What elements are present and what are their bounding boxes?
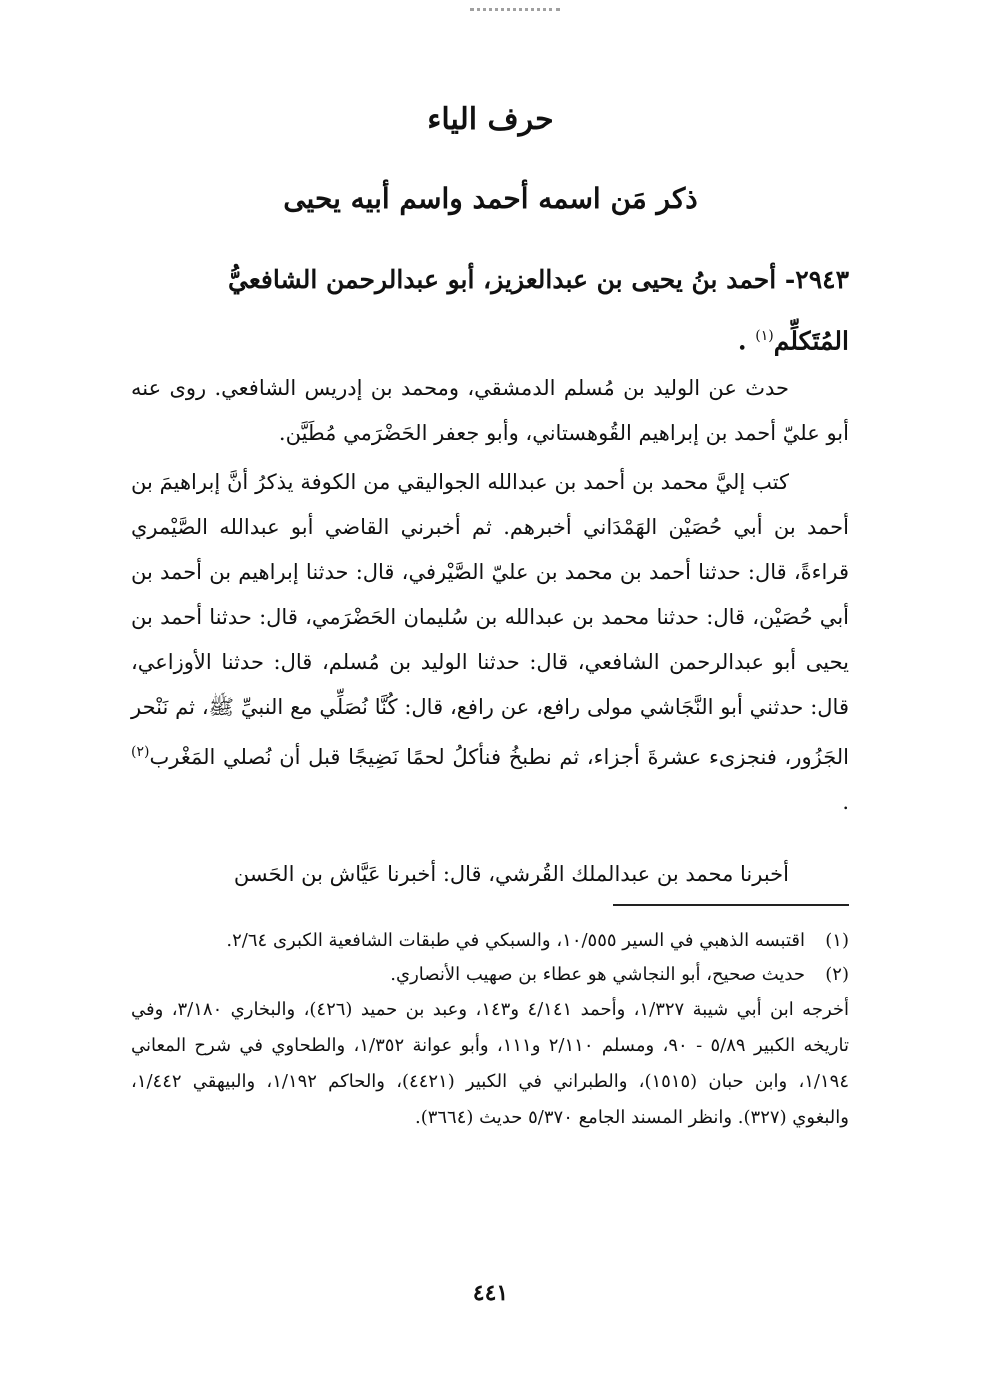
hadith-end: .	[842, 790, 849, 814]
page-number: ٤٤١	[472, 1280, 509, 1306]
hadith-text: كتب إليَّ محمد بن أحمد بن عبدالله الجواليقي من الكوفة يذكرُ أنَّ إبراهيمَ بن أحمد بن أبي حُصَيْن الهَمْدَاني أخبرهم. ثم أخبرني القاضي أبو عبدالله الصَّيْمري قراءةً، قال: حدثنا أحمد بن محمد بن عليّ الصَّيْرفي، قال: حدثنا إبراهيم بن أحمد بن أبي حُصَيْن، قال: حدثنا محمد بن عبدالله بن سُليمان الحَضْرَمي، قال: حدثنا أحمد بن يحيى أبو عبدالرحمن الشافعي، قال: حدثنا الوليد بن مُسلم، قال: حدثنا الأوزاعي، قال: حدثني أبو النَّجَاشي مولى رافع، عن رافع، قال: كُنَّا نُصَلِّي مع النبيِّ ﷺ، ثم نَنْحر الجَزُور، فنجزىء عشرةَ أجزاء، ثم نطبخُ فنأكلُ لحمًا نَضِيجًا قبل أن نُصلي المَغْرب	[131, 470, 849, 769]
top-edge-mark	[470, 0, 560, 11]
footnote-separator	[613, 904, 849, 906]
chapter-title: حرف الياء	[427, 102, 554, 137]
paragraph-next-isnad: أخبرنا محمد بن عبدالملك القُرشي، قال: أخبرنا عَيَّاش بن الحَسن	[233, 862, 789, 886]
footnotes	[131, 924, 849, 1136]
footnote-1	[131, 924, 849, 958]
entry-heading	[129, 252, 849, 369]
entry-heading-line1: ٢٩٤٣- أحمد بنُ يحيى بن عبدالعزيز، أبو عبدالرحمن الشافعيُّ	[227, 265, 849, 294]
footnote-text: حديث صحيح، أبو النجاشي هو عطاء بن صهيب الأنصاري.	[390, 964, 805, 985]
footnote-number: (٢)	[825, 964, 849, 985]
entry-heading-end: .	[737, 326, 756, 356]
entry-heading-line2	[129, 308, 849, 369]
footnote-ref-1: (١)	[755, 328, 774, 344]
footnote-2	[131, 958, 849, 992]
footnote-text: اقتبسه الذهبي في السير ١٠/٥٥٥، والسبكي في طبقات الشافعية الكبرى ٢/٦٤.	[226, 930, 805, 951]
section-title: ذكر مَن اسمه أحمد واسم أبيه يحيى	[283, 182, 698, 215]
footnote-number: (١)	[825, 930, 849, 951]
entry-heading-word: المُتَكلِّم	[773, 326, 849, 356]
paragraph-hadith	[131, 460, 849, 825]
footnote-ref-2: (٢)	[131, 744, 150, 760]
footnote-2-sources: أخرجه ابن أبي شيبة ١/٣٢٧، وأحمد ٤/١٤١ و١٤٣، وعبد بن حميد (٤٢٦)، والبخاري ٣/١٨٠، وفي تاريخه الكبير ٥/٨٩ - ٩٠، ومسلم ٢/١١٠ و١١١، وأبو عوانة ١/٣٥٢، والطحاوي في شرح المعاني ١/١٩٤، وابن حبان (١٥١٥)، والطبراني في الكبير (٤٤٢١)، والحاكم ١/١٩٢، والبيهقي ١/٤٤٢، والبغوي (٣٢٧). وانظر المسند الجامع ٥/٣٧٠ حديث (٣٦٦٤).	[131, 999, 850, 1128]
paragraph-narrators: حدث عن الوليد بن مُسلم الدمشقي، ومحمد بن إدريس الشافعي. روى عنه أبو عليّ أحمد بن إبراهيم القُوهستاني، وأبو جعفر الحَضْرَمي مُطَيَّن.	[131, 376, 849, 445]
